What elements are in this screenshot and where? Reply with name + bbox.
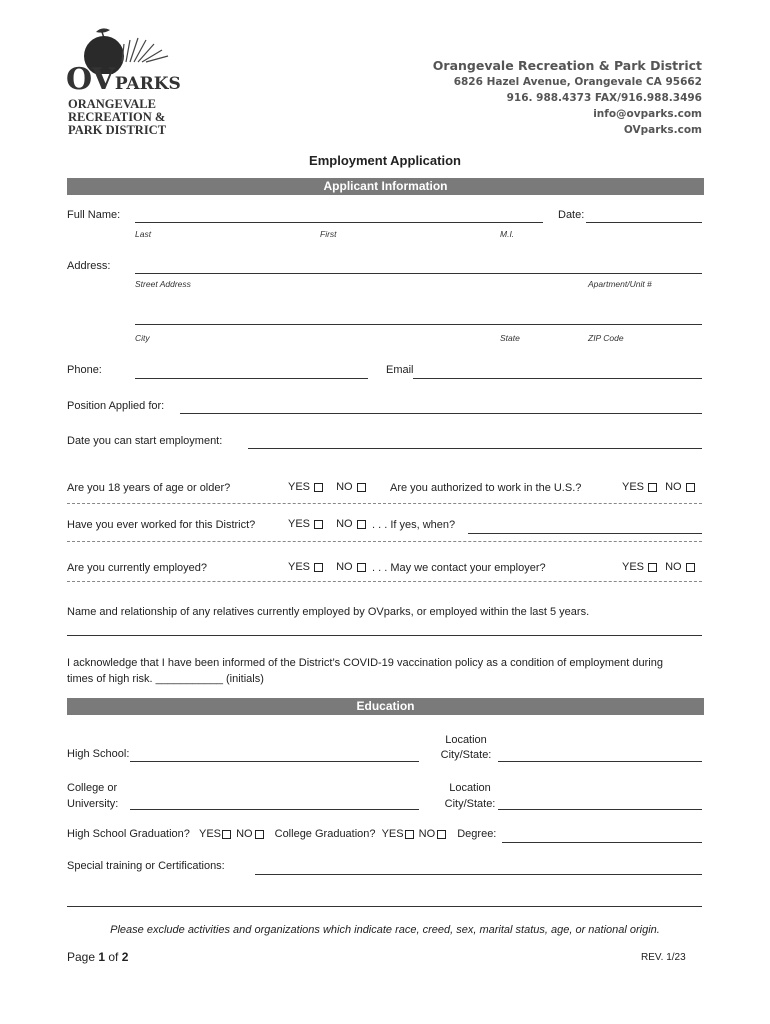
divider [67,541,702,542]
hs-location-text: Location [445,734,487,746]
college-label [67,780,118,812]
q-contact-label: . . . May we contact your employer? [372,562,546,574]
college-grad-yes-label: YES [381,828,404,840]
q-contact-no-checkbox[interactable] [686,563,695,572]
logo-ov: OV [66,62,115,97]
degree-label: Degree: [457,828,497,840]
section-applicant-info: Applicant Information [67,178,704,195]
college-location-text: Location [449,782,491,794]
start-date-label: Date you can start employment: [67,435,223,447]
full-name-label: Full Name: [67,209,121,221]
hs-grad-label: High School Graduation? [67,828,190,840]
org-header [382,58,702,138]
college-grad-yes-checkbox[interactable] [405,830,414,839]
zip-caption: ZIP Code [588,333,624,343]
relatives-label: Name and relationship of any relatives currently employed by OVparks, or employed within the last 5 years. [67,606,590,618]
email-field[interactable] [413,378,702,379]
logo [66,24,181,142]
q-worked-label: Have you ever worked for this District? [67,519,256,531]
street-caption: Street Address [135,279,191,289]
college-location-label [440,780,500,812]
relatives-field[interactable] [67,635,702,636]
page-of: of [105,950,122,964]
logo-line3: PARK DISTRICT [68,123,167,137]
q-worked-yes-label: YES [288,518,311,530]
degree-field[interactable] [502,842,702,843]
first-caption: First [320,229,337,239]
org-email: info@ovparks.com [593,108,702,120]
covid-line-2: times of high risk. ___________ (initials) [67,673,264,685]
logo-line2: RECREATION & [68,110,166,124]
covid-acknowledgement [67,655,707,687]
covid-line-1: I acknowledge that I have been informed of the District’s COVID-19 vaccination policy as a condition of employment during [67,657,663,669]
college-grad-no-label: NO [418,828,436,840]
college-text-1: College or [67,782,118,794]
college-text-2: University: [67,798,119,810]
hs-grad-no-label: NO [236,828,253,840]
page-number [67,950,128,964]
q-employed-yes-checkbox[interactable] [314,563,323,572]
last-caption: Last [135,229,152,239]
q-age-no-label: NO [336,481,353,493]
q-age-no-checkbox[interactable] [357,483,366,492]
hs-grad-no-checkbox[interactable] [255,830,264,839]
phone-field[interactable] [135,378,368,379]
q-auth-yes-checkbox[interactable] [648,483,657,492]
q-age-yes-checkbox[interactable] [314,483,323,492]
org-phone: 916. 988.4373 FAX/916.988.3496 [506,92,702,104]
q-contact-yes-label: YES [622,561,645,573]
q-age-yes-label: YES [288,481,311,493]
page-current: 1 [98,950,106,964]
page-total: 2 [121,950,129,964]
footer-note: Please exclude activities and organizations which indicate race, creed, sex, marital status, age, or national origin. [110,924,660,936]
start-date-field[interactable] [248,448,702,449]
q-when-field[interactable] [468,533,702,534]
college-grad-no-checkbox[interactable] [437,830,446,839]
q-employed-yes-label: YES [288,561,311,573]
q-age-options [288,481,366,493]
hs-grad-yes-label: YES [198,828,221,840]
q-employed-options [288,561,366,573]
hs-grad-yes-checkbox[interactable] [222,830,231,839]
high-school-label: High School: [67,748,130,760]
date-label: Date: [558,209,585,221]
full-name-field[interactable] [135,222,543,223]
hs-location-field[interactable] [498,761,702,762]
state-caption: State [500,333,520,343]
q-age-label: Are you 18 years of age or older? [67,482,231,494]
divider [67,503,702,504]
email-label: Email [386,364,414,376]
q-when-label: . . . If yes, when? [372,519,456,531]
special-training-label: Special training or Certifications: [67,860,225,872]
hs-city-state-text: City/State: [440,749,492,761]
section-education: Education [67,698,704,715]
special-training-field-2[interactable] [67,906,702,907]
org-address: 6826 Hazel Avenue, Orangevale CA 95662 [453,76,702,88]
q-auth-yes-label: YES [622,481,645,493]
hs-location-label [436,733,496,763]
college-field[interactable] [130,809,419,810]
q-auth-no-checkbox[interactable] [686,483,695,492]
q-worked-options [288,518,366,530]
college-city-state-text: City/State: [444,798,496,810]
address-label: Address: [67,260,111,272]
logo-parks: PARKS [114,74,181,94]
high-school-field[interactable] [130,761,419,762]
apt-caption: Apartment/Unit # [588,279,652,289]
q-auth-label: Are you authorized to work in the U.S.? [390,482,582,494]
position-label: Position Applied for: [67,400,165,412]
q-contact-no-label: NO [665,561,682,573]
divider [67,581,702,582]
mi-caption: M.I. [500,229,515,239]
city-state-zip-field[interactable] [135,324,702,325]
org-web: OVparks.com [623,124,702,136]
org-name: Orangevale Recreation & Park District [432,58,702,73]
q-worked-yes-checkbox[interactable] [314,520,323,529]
q-employed-no-label: NO [336,561,353,573]
position-field[interactable] [180,413,702,414]
phone-label: Phone: [67,364,102,376]
q-auth-no-label: NO [665,481,682,493]
logo-line1: ORANGEVALE [68,97,156,111]
q-worked-no-checkbox[interactable] [357,520,366,529]
q-employed-label: Are you currently employed? [67,562,208,574]
q-worked-no-label: NO [336,518,353,530]
page-prefix: Page [67,950,99,964]
college-location-field[interactable] [498,809,702,810]
college-grad-label: College Graduation? [274,828,376,840]
q-contact-options [622,561,695,573]
graduation-row [67,828,496,840]
revision: REV. 1/23 [641,952,686,963]
page-title: Employment Application [309,153,461,168]
q-employed-no-checkbox[interactable] [357,563,366,572]
street-address-field[interactable] [135,273,702,274]
q-contact-yes-checkbox[interactable] [648,563,657,572]
q-auth-options [622,481,695,493]
special-training-field[interactable] [255,874,702,875]
city-caption: City [135,333,150,343]
date-field[interactable] [586,222,702,223]
